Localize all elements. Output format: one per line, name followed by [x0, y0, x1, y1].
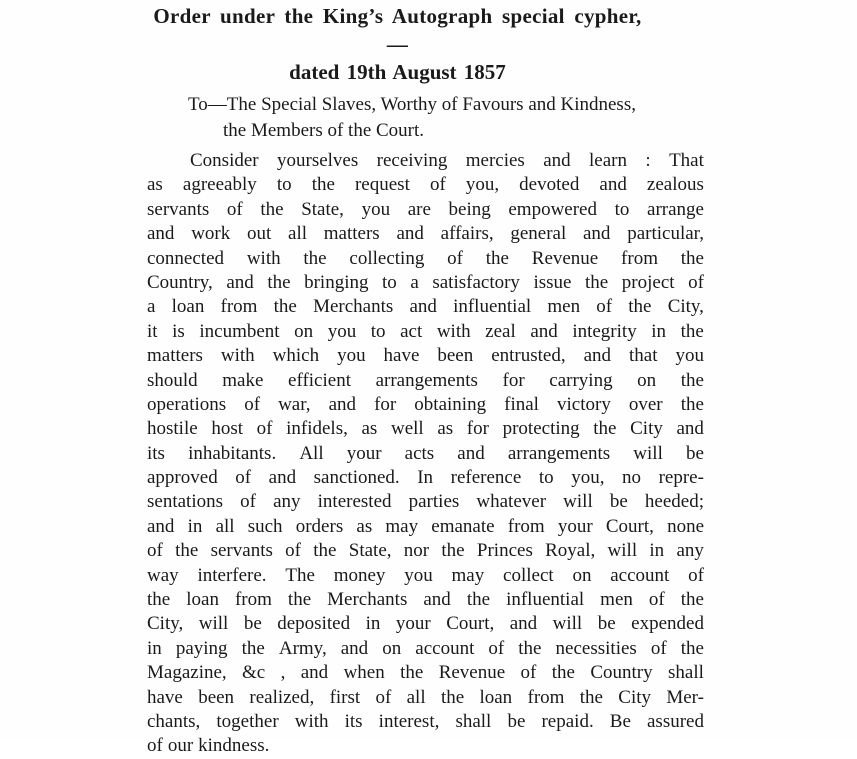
salutation-line-2: the Members of the Court.	[223, 120, 425, 141]
word: all	[288, 223, 308, 245]
word: first	[329, 686, 361, 708]
word: may	[385, 515, 419, 537]
word: Be	[609, 710, 631, 732]
text-line	[147, 417, 704, 441]
word: as	[437, 418, 454, 440]
word: account	[415, 637, 475, 659]
word: our	[167, 735, 194, 757]
word: the	[241, 637, 265, 659]
word: the	[273, 296, 297, 318]
word: of	[688, 564, 704, 586]
word: orders	[295, 515, 344, 537]
word: yourselves	[277, 150, 359, 171]
word: deposited	[277, 613, 351, 635]
text-line	[147, 271, 704, 295]
word: affairs,	[440, 223, 494, 245]
word: and	[676, 418, 704, 440]
word: of	[240, 491, 256, 513]
word: men	[547, 296, 581, 318]
word: the	[311, 174, 335, 196]
word: parties	[408, 491, 460, 513]
word: the	[466, 589, 491, 611]
word: inhabitants.	[188, 442, 277, 464]
word: Princes	[476, 540, 533, 562]
word: to	[538, 467, 554, 489]
word: City,	[147, 613, 184, 635]
word: expended	[631, 613, 704, 635]
word: your	[346, 442, 382, 464]
word: In	[417, 467, 434, 489]
text-line	[147, 612, 704, 636]
word: The	[285, 564, 315, 586]
word: of	[375, 686, 392, 708]
word: such	[247, 515, 283, 537]
word: should	[147, 369, 198, 391]
word: be	[685, 442, 704, 464]
word: the	[551, 662, 575, 684]
word: in	[651, 320, 667, 342]
word: repre-	[658, 467, 704, 489]
word: bringing	[304, 271, 369, 293]
word: sentations	[147, 491, 223, 513]
word: operations	[147, 393, 227, 415]
word: account	[610, 564, 670, 586]
word: servants	[147, 198, 210, 220]
word: protecting	[502, 418, 580, 440]
word: of	[688, 271, 704, 293]
word: collect	[503, 564, 554, 586]
text-line	[147, 198, 704, 222]
word: Court,	[605, 515, 654, 537]
word: All	[299, 442, 324, 464]
word: the	[593, 418, 617, 440]
word: State,	[301, 198, 344, 220]
word: that	[629, 345, 658, 367]
word: zeal	[485, 320, 516, 342]
text-line	[147, 515, 704, 539]
salutation	[147, 92, 704, 144]
text-line	[147, 344, 704, 368]
word: Merchants	[313, 296, 394, 318]
word: way	[147, 564, 179, 586]
word: from	[507, 515, 545, 537]
word: be	[609, 491, 628, 513]
word: you	[327, 320, 357, 342]
word: out	[247, 223, 272, 245]
word: any	[273, 491, 301, 513]
word: obtaining	[414, 393, 487, 415]
word: the	[680, 589, 704, 611]
word: the	[287, 589, 312, 611]
word: and	[409, 296, 437, 318]
word: of	[429, 174, 446, 196]
word: over	[628, 393, 663, 415]
word: work	[191, 223, 231, 245]
text-line	[147, 222, 704, 246]
word: in	[147, 637, 162, 659]
word: heeded;	[644, 491, 704, 513]
word: as	[356, 515, 373, 537]
word: agreeably	[182, 174, 257, 196]
word: of	[147, 540, 163, 562]
word: of	[147, 735, 163, 757]
word: from	[234, 589, 272, 611]
word: the	[260, 198, 284, 220]
word: arrange	[647, 198, 704, 220]
word: in	[365, 613, 381, 635]
word: of	[648, 589, 665, 611]
word: loan	[186, 589, 219, 611]
word: Country	[590, 662, 653, 684]
text-line	[147, 710, 704, 734]
salutation-line-1: To—The Special Slaves, Worthy of Favours and Kindness,	[188, 94, 636, 115]
word: the	[680, 369, 704, 391]
word: on	[294, 320, 314, 342]
word: be	[507, 710, 526, 732]
word: which	[272, 345, 320, 367]
word: been	[437, 345, 474, 367]
word: integrity	[572, 320, 637, 342]
word: from	[527, 686, 565, 708]
word: a	[147, 296, 156, 318]
word: from	[220, 296, 258, 318]
word: its	[344, 710, 363, 732]
word: matters	[323, 223, 380, 245]
word: zealous	[646, 174, 704, 196]
word: the	[518, 637, 542, 659]
word: final	[504, 393, 539, 415]
word: Court,	[446, 613, 495, 635]
word: Revenue	[531, 247, 599, 269]
word: the	[485, 247, 509, 269]
word: of	[256, 418, 273, 440]
word: and	[340, 637, 369, 659]
word: on	[637, 369, 657, 391]
word: the	[579, 686, 603, 708]
document-title	[147, 2, 648, 86]
word: you,	[571, 467, 605, 489]
word: the	[441, 540, 465, 562]
word: you	[404, 564, 433, 586]
word: and	[147, 223, 175, 245]
text-line	[147, 490, 704, 514]
word: satisfactory	[432, 271, 520, 293]
word: entrusted,	[491, 345, 566, 367]
text-line	[147, 247, 704, 271]
word: collecting	[349, 247, 425, 269]
word: paying	[175, 637, 228, 659]
word: the	[680, 247, 704, 269]
word: and	[599, 174, 627, 196]
word: general	[510, 223, 567, 245]
word: influential	[453, 296, 532, 318]
word: chants,	[147, 710, 201, 732]
word: arrangements	[375, 369, 478, 391]
word: to	[370, 320, 386, 342]
word: the	[585, 271, 609, 293]
word: Consider	[190, 150, 259, 171]
word: hostile	[147, 418, 198, 440]
text-line	[147, 661, 704, 685]
word: interfere.	[197, 564, 267, 586]
word: money	[333, 564, 386, 586]
word: and	[268, 467, 297, 489]
word: connected	[147, 247, 225, 269]
text-column	[147, 0, 704, 759]
word: on	[572, 564, 592, 586]
word: matters	[147, 345, 203, 367]
word: and	[583, 223, 611, 245]
word: will	[552, 613, 583, 635]
word: host	[211, 418, 243, 440]
word: realized,	[249, 686, 315, 708]
word: the	[400, 662, 424, 684]
word: of	[447, 247, 463, 269]
word: with	[246, 247, 281, 269]
word: kindness.	[198, 735, 270, 757]
text-line	[147, 588, 704, 612]
word: your	[557, 515, 593, 537]
text-line	[147, 539, 704, 563]
word: with	[220, 345, 255, 367]
word: efficient	[288, 369, 351, 391]
title-line-1: Order under the King’s Autograph special cypher,—	[153, 4, 642, 56]
word: and	[423, 589, 451, 611]
word: servants	[210, 540, 273, 562]
word: none	[667, 515, 704, 537]
word: receiving	[376, 150, 448, 171]
word: Royal,	[545, 540, 596, 562]
word: when	[343, 662, 385, 684]
word: the	[267, 271, 291, 293]
word: all	[406, 686, 426, 708]
word: you	[675, 345, 704, 367]
word: with	[436, 320, 471, 342]
word: Merchants	[327, 589, 408, 611]
text-line	[147, 173, 704, 197]
word: to	[614, 198, 630, 220]
word: being	[448, 198, 491, 220]
word: request	[354, 174, 410, 196]
text-line	[147, 369, 704, 393]
word: it	[147, 320, 158, 342]
word: empowered	[508, 198, 597, 220]
word: in	[649, 540, 665, 562]
word: of	[244, 393, 261, 415]
word: interested	[317, 491, 392, 513]
word: for	[374, 393, 397, 415]
word: from	[621, 247, 658, 269]
word: Magazine,	[147, 662, 227, 684]
word: devoted	[519, 174, 580, 196]
word: for	[466, 418, 489, 440]
word: and	[530, 320, 558, 342]
word: the	[680, 393, 704, 415]
text-line	[147, 734, 704, 758]
word: Revenue	[438, 662, 506, 684]
word: and	[543, 150, 571, 171]
word: State,	[348, 540, 392, 562]
word: the	[313, 540, 337, 562]
word: war,	[278, 393, 311, 415]
word: acts	[404, 442, 435, 464]
word: all	[215, 515, 235, 537]
word: on	[382, 637, 402, 659]
word: as	[361, 418, 378, 440]
word: of	[596, 296, 613, 318]
word: emanate	[431, 515, 495, 537]
word: sanctioned.	[313, 467, 400, 489]
text-line	[147, 686, 704, 710]
word: whatever	[476, 491, 547, 513]
word: and	[509, 613, 538, 635]
word: been	[198, 686, 235, 708]
word: make	[222, 369, 264, 391]
word: incumbent	[199, 320, 280, 342]
word: to	[276, 174, 292, 196]
text-line	[147, 149, 704, 173]
word: well	[390, 418, 424, 440]
word: particular,	[627, 223, 704, 245]
word: nor	[403, 540, 430, 562]
word: shall	[668, 662, 704, 684]
word: of	[650, 637, 667, 659]
word: ,	[280, 662, 286, 684]
text-line	[147, 393, 704, 417]
word: the	[680, 320, 704, 342]
word: infidels,	[286, 418, 348, 440]
word: a	[410, 271, 419, 293]
word: any	[676, 540, 704, 562]
body-paragraph	[147, 149, 704, 759]
word: and	[147, 515, 175, 537]
word: of	[226, 198, 243, 220]
word: interest,	[378, 710, 440, 732]
word: loan	[171, 296, 205, 318]
word: your	[395, 613, 431, 635]
word: issue	[533, 271, 572, 293]
word: &c	[242, 662, 266, 684]
word: :	[645, 150, 651, 171]
word: the	[628, 296, 652, 318]
text-line	[147, 637, 704, 661]
title-line-2: dated 19th August 1857	[289, 60, 506, 84]
word: its	[147, 442, 165, 464]
word: act	[400, 320, 423, 342]
word: City	[618, 686, 652, 708]
word: shall	[455, 710, 492, 732]
word: of	[520, 662, 537, 684]
word: Army,	[278, 637, 327, 659]
word: City	[630, 418, 663, 440]
word: the	[175, 540, 199, 562]
word: and	[226, 271, 254, 293]
word: assured	[647, 710, 704, 732]
word: loan	[479, 686, 513, 708]
word: will	[633, 442, 663, 464]
word: be	[243, 613, 262, 635]
text-line	[147, 320, 704, 344]
word: the	[680, 637, 704, 659]
word: That	[669, 150, 704, 171]
word: no	[622, 467, 641, 489]
word: you	[361, 198, 391, 220]
word: mercies	[465, 150, 525, 171]
word: together	[216, 710, 279, 732]
word: of	[285, 540, 301, 562]
word: the	[303, 247, 327, 269]
word: the	[147, 589, 171, 611]
word: as	[147, 174, 163, 196]
word: you	[337, 345, 366, 367]
text-line	[147, 442, 704, 466]
word: influential	[506, 589, 585, 611]
text-line	[147, 295, 704, 319]
word: and	[300, 662, 329, 684]
word: arrangements	[507, 442, 611, 464]
word: for	[502, 369, 525, 391]
word: have	[147, 686, 183, 708]
word: have	[383, 345, 420, 367]
word: will	[563, 491, 593, 513]
word: project	[621, 271, 675, 293]
word: you,	[465, 174, 500, 196]
word: Country,	[147, 271, 213, 293]
word: carrying	[549, 369, 613, 391]
word: may	[451, 564, 485, 586]
word: be	[597, 613, 616, 635]
word: and	[396, 223, 424, 245]
word: and	[328, 393, 357, 415]
word: necessities	[555, 637, 637, 659]
word: are	[407, 198, 431, 220]
word: City,	[667, 296, 704, 318]
word: the	[440, 686, 465, 708]
word: Mer-	[666, 686, 704, 708]
word: repaid.	[541, 710, 594, 732]
word: with	[294, 710, 329, 732]
word: to	[382, 271, 397, 293]
word: learn	[589, 150, 628, 171]
word: reference	[450, 467, 522, 489]
word: is	[172, 320, 185, 342]
word: men	[600, 589, 633, 611]
text-line	[147, 564, 704, 588]
word: approved	[147, 467, 218, 489]
word: will	[198, 613, 229, 635]
word: of	[235, 467, 252, 489]
word: and	[457, 442, 485, 464]
word: in	[187, 515, 203, 537]
word: of	[488, 637, 505, 659]
word: and	[583, 345, 612, 367]
word: will	[607, 540, 638, 562]
word: victory	[557, 393, 611, 415]
text-line	[147, 466, 704, 490]
